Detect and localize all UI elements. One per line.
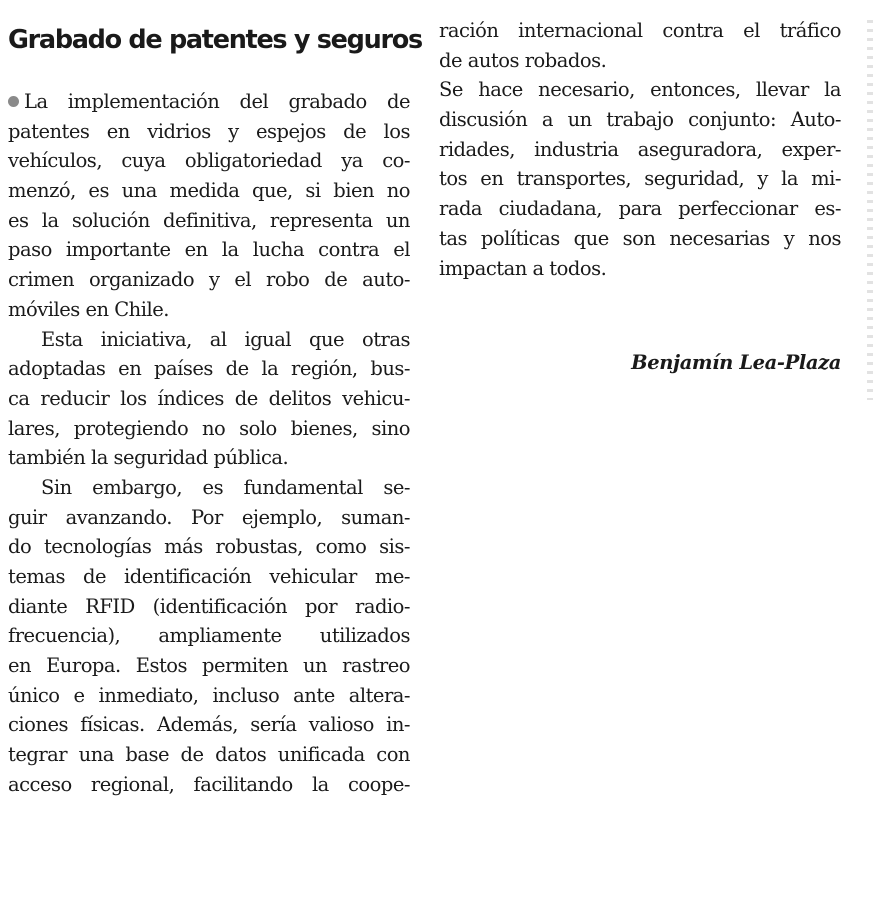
bullet-icon [8,96,19,107]
body-line: diante RFID (identificación por radio- [8,594,410,618]
body-line: tos en transportes, seguridad, y la mi- [439,167,841,191]
body-line: en Europa. Estos permiten un rastreo [8,654,410,678]
body-line: patentes en vidrios y espejos de los [8,119,410,143]
body-line: Sin embargo, es fundamental se- [41,475,410,499]
body-line: temas de identificación vehicular me- [8,565,410,588]
body-line [8,87,410,117]
body-line: adoptadas en países de la región, bus- [8,357,410,381]
body-line: discusión a un trabajo conjunto: Auto- [439,108,841,132]
body-line: móviles en Chile. [8,297,169,321]
body-line: ridades, industria aseguradora, exper- [439,137,841,161]
article-headline: Grabado de patentes y seguros [8,25,422,55]
body-line: ca reducir los índices de delitos vehicu- [8,386,410,410]
author-signature: Benjamín Lea-Plaza [631,351,841,374]
body-line: también la seguridad pública. [8,446,289,470]
body-line-text: La implementación del grabado de [24,90,410,113]
article-body-right-column [439,16,841,283]
body-line: de autos robados. [439,48,607,72]
body-line: guir avanzando. Por ejemplo, suman- [8,505,410,529]
body-line: impactan a todos. [439,256,607,280]
body-line: es la solución definitiva, representa un [8,208,410,232]
body-line: rada ciudadana, para perfeccionar es- [439,197,841,221]
body-line: acceso regional, facilitando la coope- [8,772,410,796]
body-line: ciones físicas. Además, sería valioso in- [8,713,410,737]
body-line: crimen organizado y el robo de auto- [8,268,410,292]
body-line: tas políticas que son necesarias y nos [439,226,841,250]
body-line: lares, protegiendo no solo bienes, sino [8,416,410,440]
body-line: menzó, es una medida que, si bien no [8,179,410,203]
body-line: paso importante en la lucha contra el [8,238,410,262]
body-line: Esta iniciativa, al igual que otras [41,327,410,351]
body-line: Se hace necesario, entonces, llevar la [439,78,841,102]
body-line: frecuencia), ampliamente utilizados [8,624,410,648]
body-line: tegrar una base de datos unificada con [8,743,410,767]
body-line: do tecnologías más robustas, como sis- [8,535,410,559]
article-body-left-column [8,87,410,800]
body-line: vehículos, cuya obligatoriedad ya co- [8,149,410,173]
body-line: único e inmediato, incluso ante altera- [8,683,410,707]
adjacent-column-edge [867,20,873,400]
body-line: ración internacional contra el tráfico [439,19,841,42]
